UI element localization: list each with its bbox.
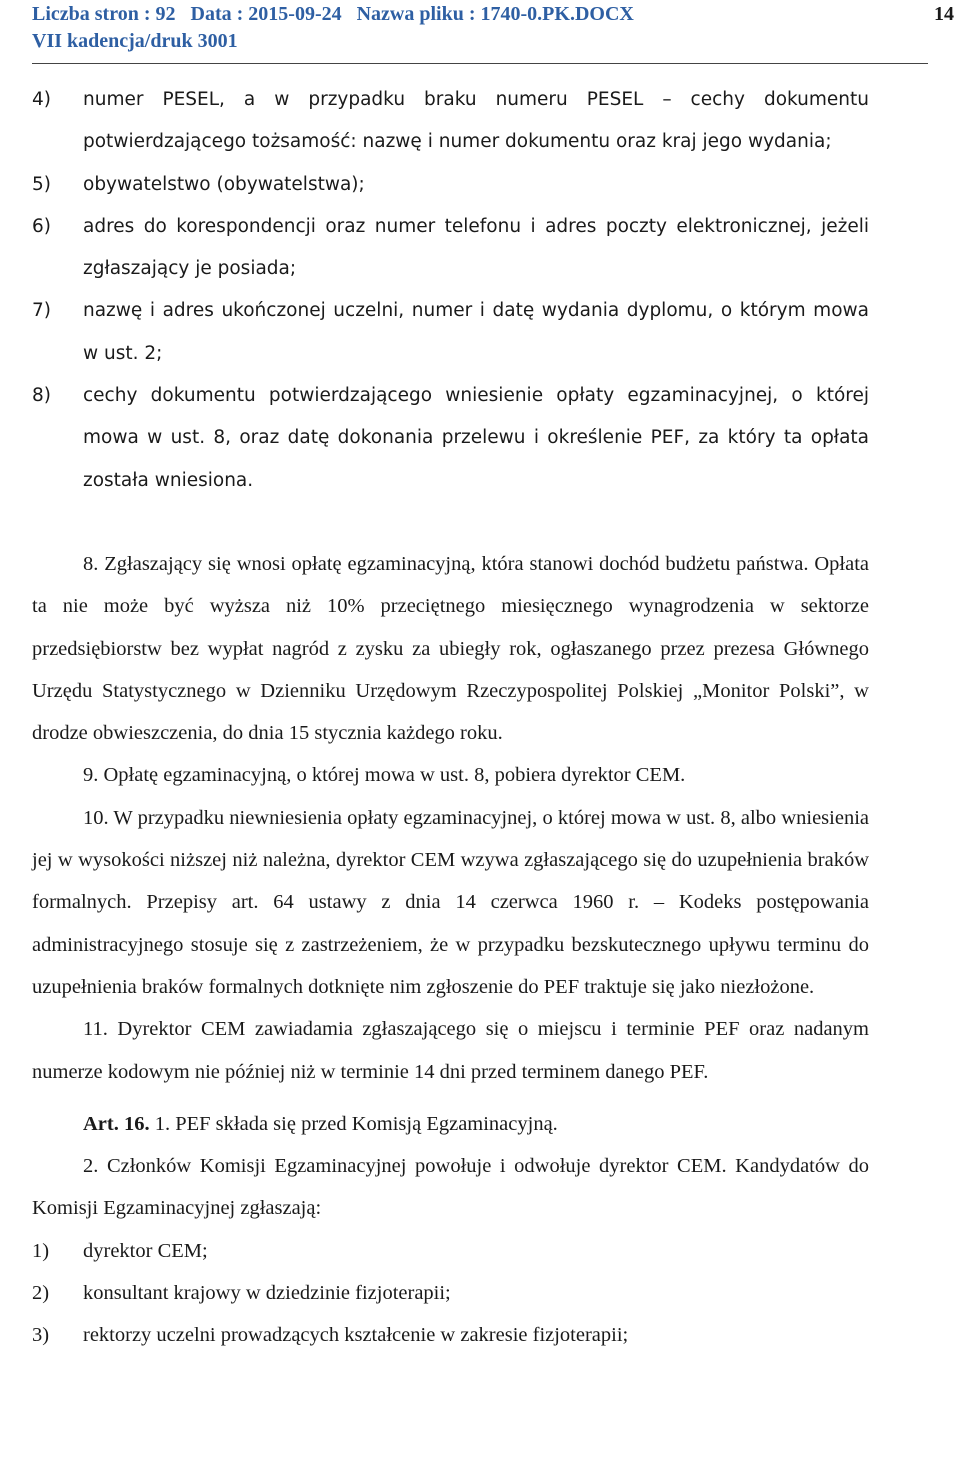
list-item-number: 2) — [32, 1282, 50, 1305]
list-item — [32, 206, 869, 291]
article-label: Art. 16. — [83, 1112, 150, 1135]
list-item-number: 8) — [32, 385, 51, 407]
list-item-text: numer PESEL, a w przypadku braku numeru PESEL – cechy dokumentu potwierdzającego tożsamość: nazwę i numer dokumentu oraz kraj jego wydania; — [83, 89, 869, 153]
list-item — [32, 375, 869, 502]
page-number: 14 — [934, 3, 954, 25]
list-item — [32, 1314, 869, 1356]
list-item-number: 3) — [32, 1324, 50, 1347]
list-item-number: 7) — [32, 300, 51, 322]
document-header — [32, 0, 960, 62]
paragraph-9: 9. Opłatę egzaminacyjną, o której mowa w ust. 8, pobiera dyrektor CEM. — [83, 764, 686, 787]
paragraph-11: 11. Dyrektor CEM zawiadamia zgłaszającego się o miejscu i terminie PEF oraz nadanym numerze kodowym nie później niż w terminie 14 dni przed terminem danego PEF. — [32, 1018, 869, 1083]
list-item-text: nazwę i adres ukończonej uczelni, numer i datę wydania dyplomu, o którym mowa w ust. 2; — [83, 300, 869, 364]
list-item-number: 5) — [32, 173, 51, 195]
list-item — [32, 1230, 869, 1272]
list-a — [32, 79, 869, 502]
list-item-text: obywatelstwo (obywatelstwa); — [83, 173, 365, 195]
list-item-text: konsultant krajowy w dziedzinie fizjoterapii; — [83, 1282, 451, 1305]
list-item — [32, 164, 869, 206]
header-divider — [32, 63, 928, 64]
list-item-text: rektorzy uczelni prowadzących kształcenie w zakresie fizjoterapii; — [83, 1324, 629, 1347]
body-text — [32, 543, 869, 1357]
list-item — [32, 1272, 869, 1314]
list-item-number: 4) — [32, 89, 51, 110]
paragraph-8: 8. Zgłaszający się wnosi opłatę egzaminacyjną, która stanowi dochód budżetu państwa. Opłata ta nie może być wyższa niż 10% przeciętnego miesięcznego wynagrodzenia w sektorze przedsiębiorstw bez wypłat nagród z zysku za ubiegły rok, ogłaszanego przez prezesa Głównego Urzędu Statystycznego w Dzienniku Urzędowym Rzeczypospolitej Polskiej „Monitor Polski”, w drodze obwieszczenia, do dnia 15 stycznia każdego roku. — [32, 553, 869, 745]
paragraph-2: 2. Członków Komisji Egzaminacyjnej powołuje i odwołuje dyrektor CEM. Kandydatów do Komisji Egzaminacyjnej zgłaszają: — [32, 1155, 869, 1220]
list-item-number: 6) — [32, 215, 51, 237]
list-item-text: adres do korespondencji oraz numer telefonu i adres poczty elektronicznej, jeżeli zgłaszający je posiada; — [83, 215, 869, 280]
list-item — [32, 79, 869, 164]
header-kadencja: VII kadencja/druk 3001 — [32, 30, 238, 52]
list-item-text: cechy dokumentu potwierdzającego wniesienie opłaty egzaminacyjnej, o której mowa w ust. 8, oraz datę dokonania przelewu i określenie PEF, za który ta opłata została wniesiona. — [83, 385, 869, 491]
list-item — [32, 290, 869, 375]
article-16-text: 1. PEF składa się przed Komisją Egzaminacyjną. — [149, 1112, 558, 1135]
paragraph-10: 10. W przypadku niewniesienia opłaty egzaminacyjnej, o której mowa w ust. 8, albo wniesienia jej w wysokości niższej niż należna, dyrektor CEM wzywa zgłaszającego się do uzupełnienia braków formalnych. Przepisy art. 64 ustawy z dnia 14 czerwca 1960 r. – Kodeks postępowania administracyjnego stosuje się z zastrzeżeniem, że w przypadku bezskutecznego upływu terminu do uzupełnienia braków formalnych dotknięte nim zgłoszenie do PEF traktuje się jako niezłożone. — [32, 806, 869, 998]
header-meta: Liczba stron : 92 Data : 2015-09-24 Nazwa pliku : 1740-0.PK.DOCX — [32, 3, 634, 25]
list-item-number: 1) — [32, 1239, 50, 1262]
article-16 — [32, 1103, 869, 1145]
list-item-text: dyrektor CEM; — [83, 1239, 208, 1262]
